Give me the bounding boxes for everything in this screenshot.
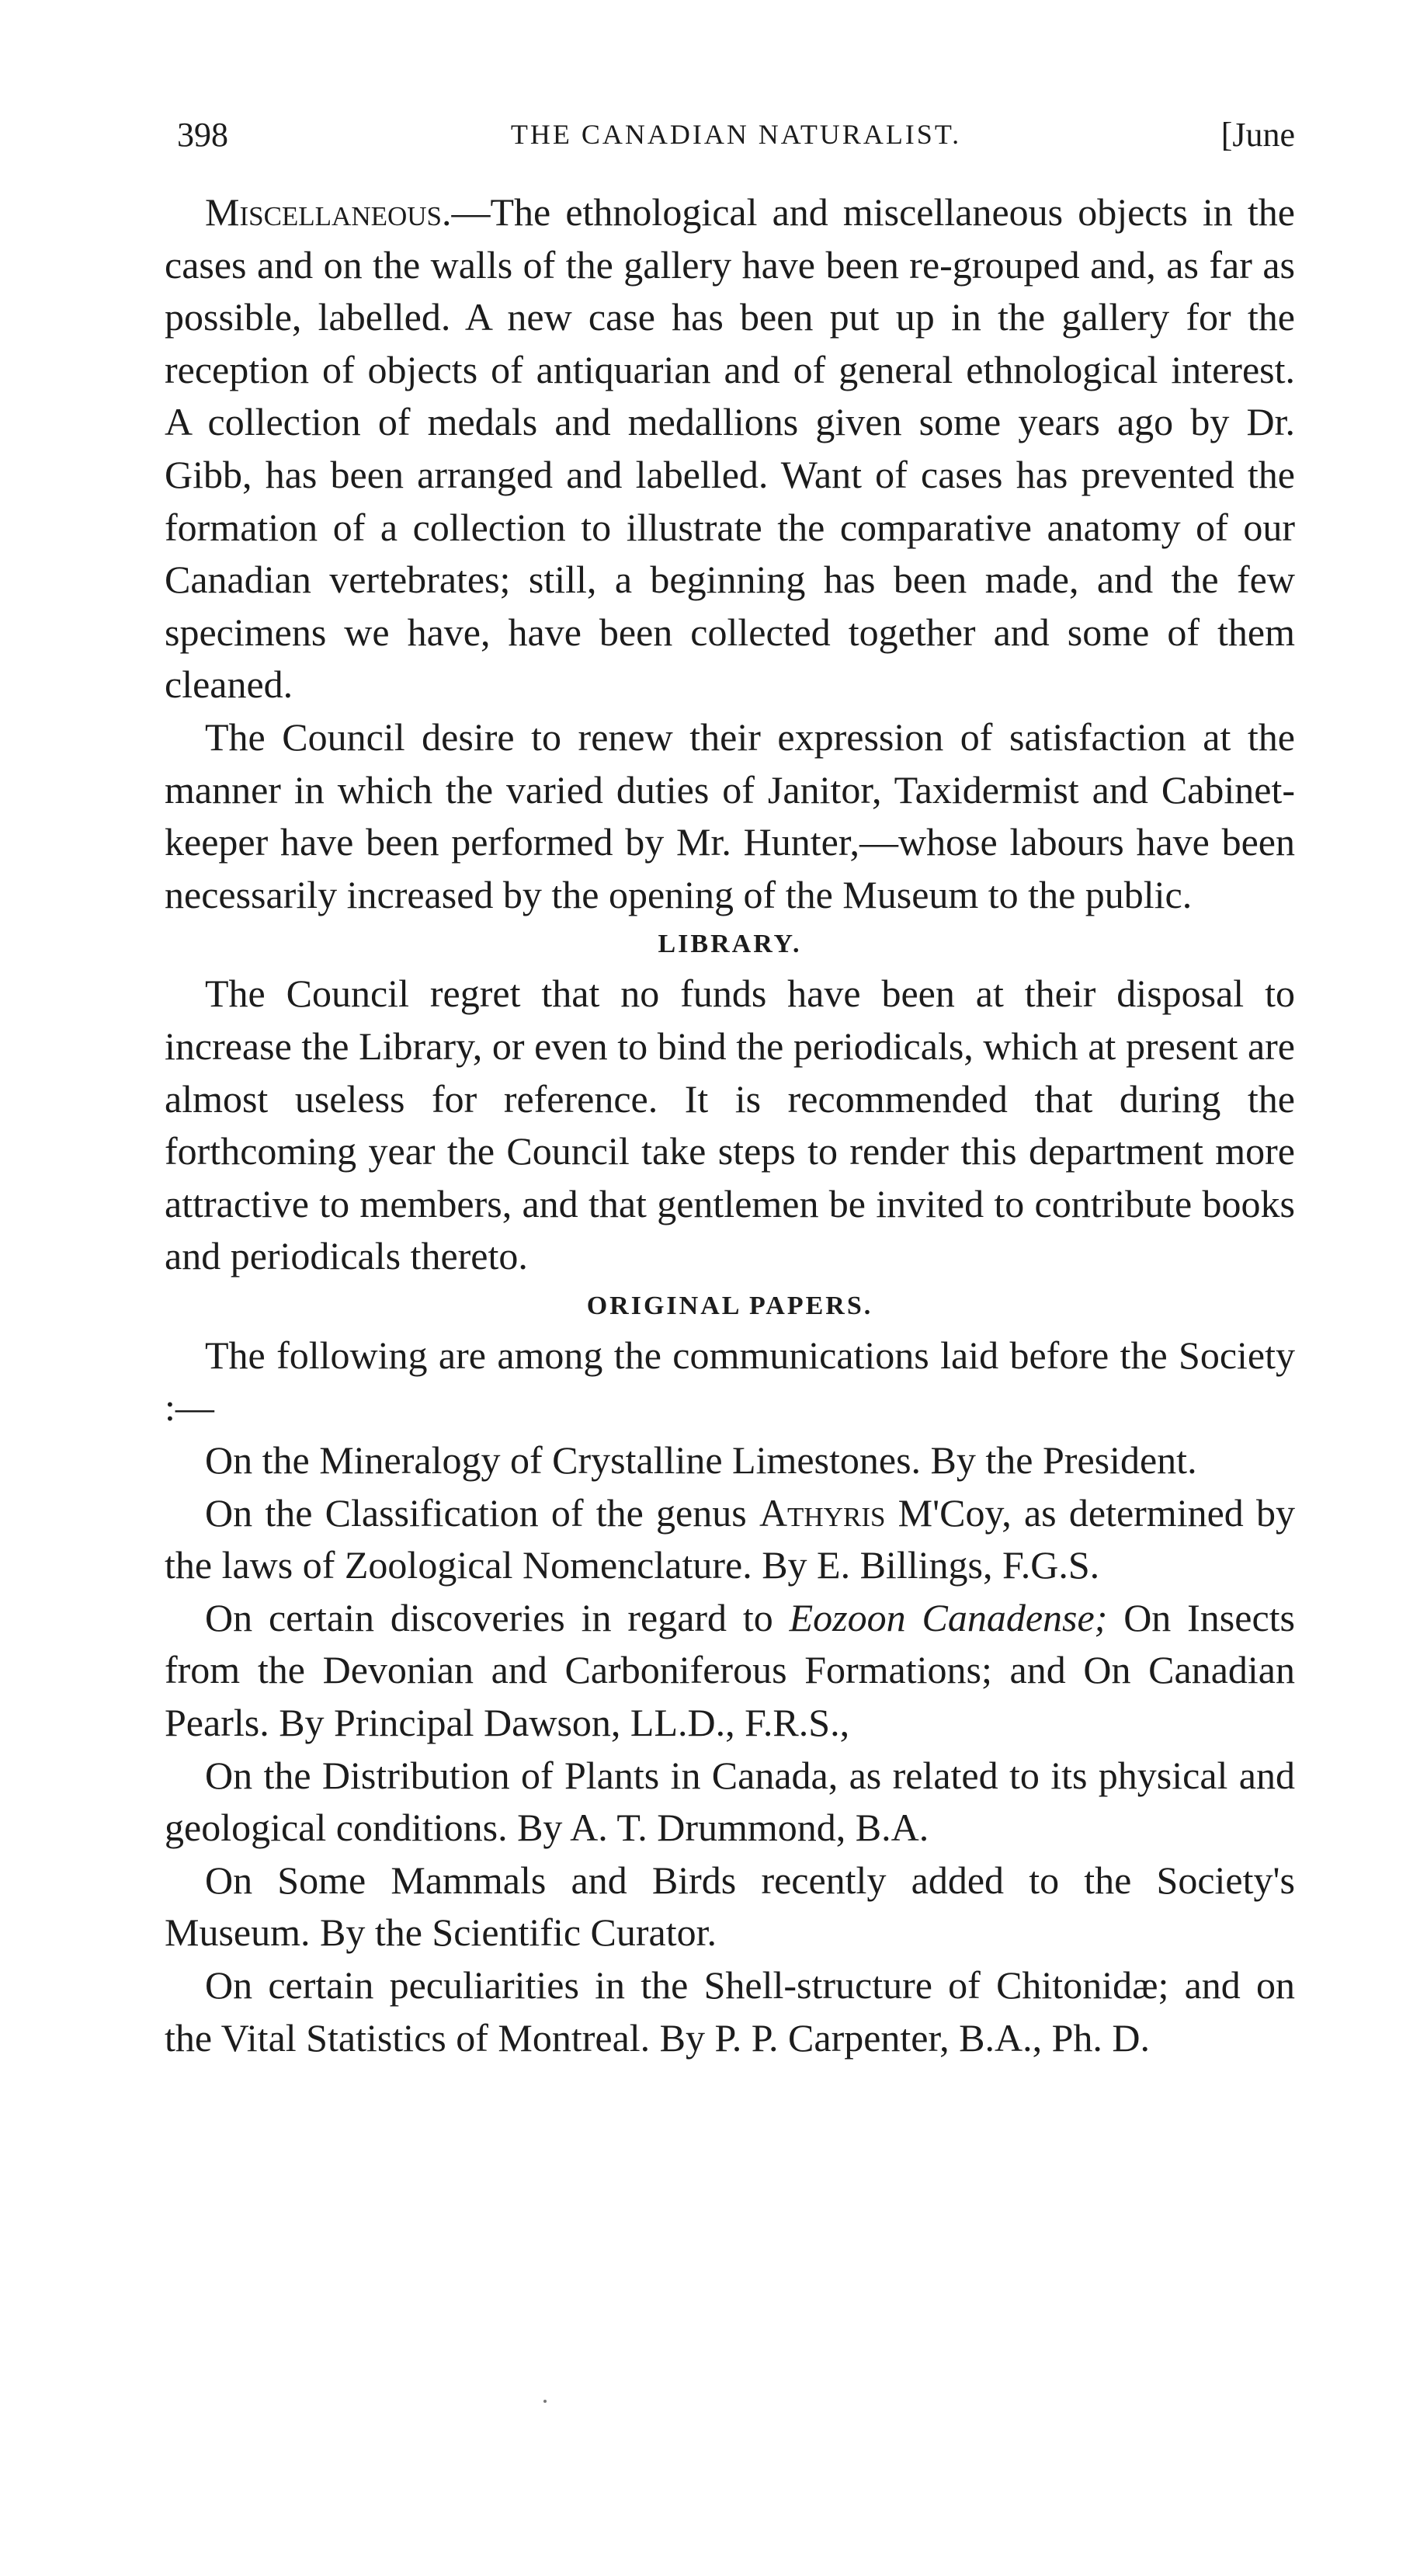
running-title: THE CANADIAN NATURALIST. — [510, 119, 962, 150]
running-date: [June — [1220, 116, 1295, 154]
paper-entry: On Some Mammals and Birds recently added to the Society's Museum. By the Scientific Curator. — [165, 1858, 1295, 1955]
paper-entry: On the Classification of the genus Athyris M'Coy, as determined by the laws of Zoological Nomenclature. By E. Billings, F.G.S. — [165, 1490, 1296, 1587]
council-paragraph: The Council desire to renew their expression of satisfaction at the manner in which the varied duties of Janitor, Taxidermist and Cabinet-keeper have been performed by Mr. Hunter,—whose labours have been necessarily increased by the opening of the Museum to the public. — [165, 714, 1295, 916]
paragraph-lead: Miscellaneous — [205, 190, 443, 234]
paper-entry: On certain peculiarities in the Shell-structure of Chitonidæ; and on the Vital Statistics of Montreal. By P. P. Carpenter, B.A., Ph. D. — [165, 1963, 1295, 2060]
library-heading: LIBRARY. — [658, 930, 802, 959]
page-number: 398 — [177, 116, 228, 154]
print-speck — [543, 2400, 547, 2403]
genus-name: Athyris — [759, 1490, 886, 1535]
paper-entry: On the Distribution of Plants in Canada, as related to its physical and geological conditions. By A. T. Drummond, B.A. — [165, 1753, 1295, 1850]
page-body — [165, 186, 1295, 2064]
miscellaneous-paragraph — [165, 186, 1295, 711]
original-papers-heading: ORIGINAL PAPERS. — [586, 1291, 873, 1320]
original-papers-intro: The following are among the communications laid before the Society :— — [165, 1333, 1295, 1430]
paper-entry: On certain discoveries in regard to Eozoon Canadense; On Insects from the Devonian and Carboniferous Formations; and On Canadian Pearls. By Principal Dawson, LL.D., F.R.S., — [165, 1595, 1296, 1745]
running-header — [177, 115, 1295, 169]
paper-entry: On the Mineralogy of Crystalline Limestones. By the President. — [205, 1438, 1197, 1483]
library-paragraph: The Council regret that no funds have been at their disposal to increase the Library, or even to bind the periodicals, which at present are almost useless for reference. It is recommended that during the forthcoming year the Council take steps to render this department more attractive to members, and that gentlemen be invited to contribute books and periodicals thereto. — [165, 972, 1295, 1278]
species-name: Eozoon Canadense; — [789, 1595, 1108, 1639]
paragraph-text: .—The ethnological and miscellaneous objects in the cases and on the walls of the gallery have been re-grouped and, as far as possible, labelled. A new case has been put up in the gallery for the reception of objects of antiquarian and of general ethnological interest. A collection of medals and medallions given some years ago by Dr. Gibb, has been arranged and labelled. Want of cases has prevented the formation of a collection to illustrate the comparative anatomy of our Canadian vertebrates; still, a beginning has been made, and the few specimens we have, have been collected together and some of them cleaned. — [165, 190, 1295, 707]
